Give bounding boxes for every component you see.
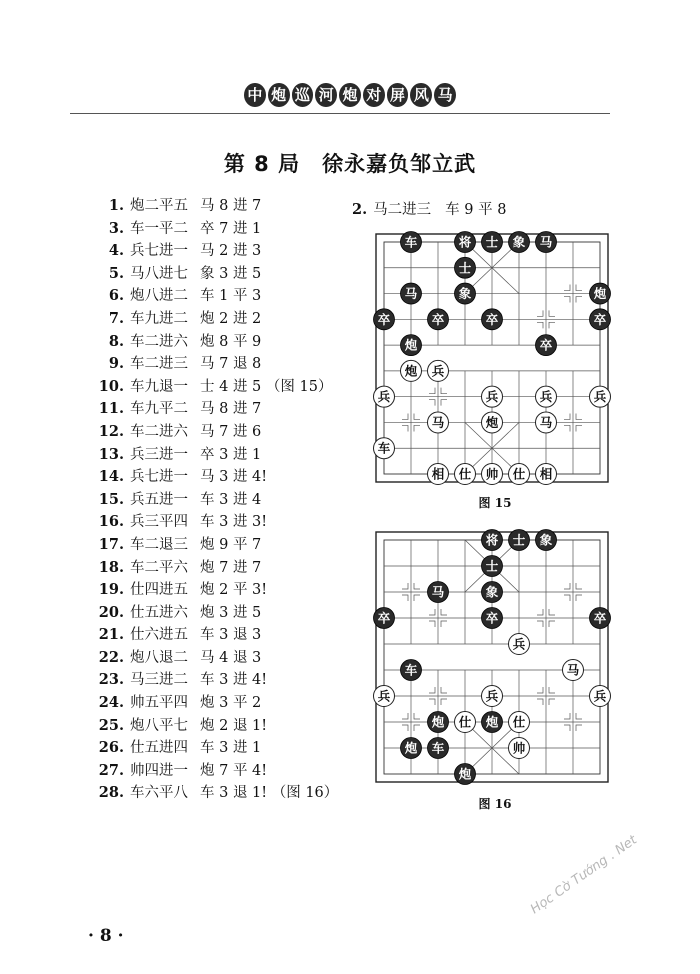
red-move: 车二退三 — [130, 536, 188, 553]
move-row — [92, 353, 338, 376]
piece-label: 卒 — [377, 610, 391, 626]
move-row — [92, 624, 338, 647]
red-move: 车九平二 — [130, 401, 188, 418]
black-move: 士 4 进 5 （图 15） — [200, 378, 333, 395]
black-move: 炮 8 平 9 — [200, 333, 262, 350]
black-move: 炮 3 进 5 — [200, 604, 262, 621]
red-move: 兵五进一 — [130, 491, 188, 508]
black-piece — [482, 608, 503, 629]
black-move: 马 8 进 7 — [200, 401, 262, 418]
diagram-board-15 — [372, 230, 622, 488]
black-move: 车 3 退 1! （图 16） — [200, 785, 339, 802]
red-move: 仕四进五 — [130, 582, 188, 599]
black-piece — [536, 232, 557, 253]
black-move: 马 4 退 3 — [200, 649, 262, 666]
move-number: 13. — [98, 445, 124, 463]
move-row — [92, 218, 338, 241]
piece-label: 象 — [539, 532, 553, 548]
black-piece — [374, 309, 395, 330]
red-piece — [509, 464, 530, 485]
black-piece — [482, 530, 503, 551]
piece-label: 兵 — [485, 389, 499, 405]
red-move: 仕五进六 — [130, 604, 188, 621]
move-row — [92, 444, 338, 467]
red-move: 马二进三 — [373, 202, 432, 218]
move-row — [92, 308, 338, 331]
black-piece — [482, 309, 503, 330]
move-row — [92, 602, 338, 625]
move-row — [92, 195, 338, 218]
move-number: 11. — [98, 400, 124, 418]
move-number: 16. — [98, 513, 124, 531]
red-move: 车一平二 — [130, 220, 188, 237]
move-number: 19. — [98, 581, 124, 599]
black-move: 卒 7 进 1 — [200, 220, 262, 237]
piece-label: 卒 — [593, 311, 607, 327]
diagram-board-16 — [372, 528, 622, 790]
move-row — [92, 579, 338, 602]
move-number: 22. — [98, 648, 124, 666]
move-row — [92, 647, 338, 670]
piece-label: 卒 — [431, 311, 445, 327]
black-piece — [590, 608, 611, 629]
watermark: Học Cờ Tướng . Net — [528, 832, 640, 918]
banner-char: 河 — [315, 83, 337, 107]
black-piece — [509, 530, 530, 551]
banner-char: 中 — [244, 83, 266, 107]
piece-label: 卒 — [377, 311, 391, 327]
black-piece — [401, 335, 422, 356]
piece-label: 相 — [431, 466, 445, 482]
black-piece — [401, 232, 422, 253]
move-row — [92, 240, 338, 263]
black-move: 炮 3 平 2 — [200, 695, 262, 712]
piece-label: 炮 — [431, 714, 445, 730]
piece-label: 仕 — [458, 466, 472, 482]
black-move: 象 3 进 5 — [200, 265, 262, 282]
black-piece — [428, 712, 449, 733]
move-number: 23. — [98, 671, 124, 689]
piece-label: 炮 — [404, 337, 418, 353]
black-move: 马 2 进 3 — [200, 243, 262, 260]
piece-label: 仕 — [512, 466, 526, 482]
move-number: 9. — [108, 355, 124, 373]
red-move: 车二进三 — [130, 356, 188, 373]
red-move: 炮二平五 — [130, 198, 188, 214]
move-row — [92, 489, 338, 512]
move-number: 10. — [98, 377, 124, 395]
move-number: 20. — [98, 603, 124, 621]
piece-label: 卒 — [593, 610, 607, 626]
piece-label: 炮 — [593, 286, 607, 302]
move-row — [92, 534, 338, 557]
piece-label: 车 — [431, 740, 445, 756]
piece-label: 车 — [377, 440, 391, 456]
piece-label: 炮 — [485, 714, 499, 730]
piece-label: 马 — [566, 662, 580, 678]
piece-label: 将 — [485, 532, 499, 548]
black-piece — [482, 582, 503, 603]
piece-label: 士 — [485, 234, 499, 250]
red-move: 车二进六 — [130, 423, 188, 440]
move-number: 5. — [108, 264, 124, 282]
banner-char: 炮 — [339, 83, 361, 107]
red-move: 车二平六 — [130, 559, 188, 576]
move-number: 12. — [98, 422, 124, 440]
red-piece — [455, 712, 476, 733]
black-move: 车 9 平 8 — [445, 202, 507, 218]
black-move: 车 1 平 3 — [200, 288, 262, 305]
piece-label: 帅 — [512, 740, 526, 756]
move-number: 14. — [98, 468, 124, 486]
move-row — [92, 557, 338, 580]
move-number: 28. — [98, 784, 124, 802]
black-piece — [428, 309, 449, 330]
banner-char: 对 — [363, 83, 385, 107]
red-move: 炮八退二 — [130, 649, 188, 666]
move-number: 25. — [98, 716, 124, 734]
move-row — [92, 331, 338, 354]
move-row — [92, 715, 338, 738]
piece-label: 马 — [539, 414, 553, 430]
red-move: 车二进六 — [130, 333, 188, 350]
red-piece — [428, 360, 449, 381]
black-move: 炮 9 平 7 — [200, 536, 262, 553]
black-piece — [455, 764, 476, 785]
red-piece — [509, 634, 530, 655]
banner-char: 炮 — [268, 83, 290, 107]
red-piece — [509, 712, 530, 733]
red-move: 仕五进四 — [130, 740, 188, 757]
black-piece — [455, 232, 476, 253]
red-move: 兵七进一 — [130, 243, 188, 260]
piece-label: 炮 — [404, 363, 418, 379]
piece-label: 卒 — [485, 311, 499, 327]
piece-label: 车 — [404, 234, 418, 250]
move-row — [92, 466, 338, 489]
piece-label: 马 — [539, 234, 553, 250]
black-piece — [428, 738, 449, 759]
piece-label: 相 — [539, 466, 553, 482]
black-piece — [455, 283, 476, 304]
piece-label: 兵 — [593, 688, 607, 704]
red-move: 炮八平七 — [130, 717, 188, 734]
piece-label: 仕 — [458, 714, 472, 730]
red-piece — [428, 412, 449, 433]
banner-char: 屏 — [387, 83, 409, 107]
black-move: 炮 2 退 1! — [200, 717, 268, 734]
black-move: 炮 2 进 2 — [200, 310, 262, 327]
piece-label: 仕 — [512, 714, 526, 730]
move-number: 15. — [98, 490, 124, 508]
black-move: 马 7 退 8 — [200, 356, 262, 373]
piece-label: 炮 — [458, 766, 472, 782]
game-title: 第 8 局 徐永嘉负邹立武 — [223, 152, 477, 176]
header-rule — [70, 113, 610, 114]
black-piece — [428, 582, 449, 603]
black-move: 炮 7 平 4! — [200, 762, 268, 779]
piece-label: 将 — [458, 234, 472, 250]
black-piece — [590, 283, 611, 304]
red-piece — [590, 386, 611, 407]
piece-label: 炮 — [404, 740, 418, 756]
piece-label: 士 — [485, 558, 499, 574]
black-piece — [401, 283, 422, 304]
move-number: 1. — [108, 197, 124, 214]
move-row — [92, 263, 338, 286]
black-piece — [536, 530, 557, 551]
move-number: 8. — [108, 332, 124, 350]
red-piece — [428, 464, 449, 485]
move-row — [92, 398, 338, 421]
red-move: 兵三进一 — [130, 446, 188, 463]
move-number: 6. — [108, 287, 124, 305]
page-number: · 8 · — [88, 926, 124, 946]
black-move: 车 3 进 1 — [200, 740, 262, 757]
red-piece — [509, 738, 530, 759]
piece-label: 兵 — [485, 688, 499, 704]
piece-label: 士 — [458, 260, 472, 276]
move-row — [92, 669, 338, 692]
red-move: 马八进七 — [130, 265, 188, 282]
black-piece — [590, 309, 611, 330]
move-number: 24. — [98, 694, 124, 712]
red-move: 车九进二 — [130, 310, 188, 327]
black-piece — [536, 335, 557, 356]
move-row — [92, 376, 338, 399]
move-number: 27. — [98, 761, 124, 779]
red-piece — [374, 438, 395, 459]
black-move: 马 7 进 6 — [200, 423, 262, 440]
red-piece — [455, 464, 476, 485]
red-piece — [536, 412, 557, 433]
piece-label: 兵 — [377, 389, 391, 405]
red-move: 车六平八 — [130, 785, 188, 802]
piece-label: 兵 — [377, 688, 391, 704]
move-number: 7. — [108, 309, 124, 327]
move-number: 4. — [108, 242, 124, 260]
move-number: 18. — [98, 558, 124, 576]
red-piece — [482, 464, 503, 485]
move-row — [92, 692, 338, 715]
black-move: 马 3 进 4! — [200, 469, 268, 486]
black-move: 炮 2 平 3! — [200, 582, 268, 599]
diagram-caption-16: 图 16 — [478, 797, 512, 811]
red-piece — [536, 464, 557, 485]
piece-label: 马 — [431, 584, 445, 600]
red-piece — [536, 386, 557, 407]
banner-char: 马 — [434, 83, 456, 107]
piece-label: 兵 — [431, 363, 445, 379]
move-row — [92, 782, 338, 805]
black-piece — [482, 232, 503, 253]
red-piece — [482, 412, 503, 433]
red-piece — [563, 660, 584, 681]
move-number: 2. — [352, 201, 368, 218]
black-piece — [482, 712, 503, 733]
piece-label: 马 — [431, 414, 445, 430]
black-piece — [482, 556, 503, 577]
black-move: 马 8 进 7 — [200, 198, 262, 214]
red-piece — [590, 686, 611, 707]
move-number: 26. — [98, 739, 124, 757]
diagram-caption-15: 图 15 — [478, 496, 512, 510]
black-move: 车 3 进 3! — [200, 514, 268, 531]
move-number: 3. — [108, 219, 124, 237]
move-row-2 — [352, 198, 506, 219]
piece-label: 兵 — [539, 389, 553, 405]
black-move: 车 3 进 4! — [200, 672, 268, 689]
board-grid — [376, 234, 608, 482]
move-row — [92, 285, 338, 308]
piece-label: 马 — [404, 286, 418, 302]
piece-label: 炮 — [485, 414, 499, 430]
black-piece — [401, 738, 422, 759]
red-move: 兵七进一 — [130, 469, 188, 486]
black-piece — [401, 660, 422, 681]
black-piece — [374, 608, 395, 629]
piece-label: 兵 — [512, 636, 526, 652]
move-row — [92, 511, 338, 534]
piece-label: 帅 — [485, 466, 499, 482]
move-row — [92, 421, 338, 444]
black-piece — [455, 257, 476, 278]
black-move: 车 3 退 3 — [200, 627, 262, 644]
move-row — [92, 737, 338, 760]
black-move: 车 3 进 4 — [200, 491, 262, 508]
piece-label: 卒 — [539, 337, 553, 353]
red-piece — [374, 386, 395, 407]
move-number: 21. — [98, 626, 124, 644]
piece-label: 士 — [512, 532, 526, 548]
move-row — [92, 760, 338, 783]
red-piece — [374, 686, 395, 707]
chapter-banner — [244, 80, 456, 110]
moves-list-left — [92, 195, 338, 805]
piece-label: 卒 — [485, 610, 499, 626]
red-move: 马三进二 — [130, 672, 188, 689]
banner-char: 巡 — [292, 83, 314, 107]
red-move: 兵三平四 — [130, 514, 188, 531]
red-piece — [482, 386, 503, 407]
banner-char: 风 — [410, 83, 432, 107]
red-move: 车九退一 — [130, 378, 188, 395]
black-piece — [509, 232, 530, 253]
red-move: 炮八进二 — [130, 288, 188, 305]
red-move: 帅五平四 — [130, 695, 188, 712]
red-piece — [482, 686, 503, 707]
red-move: 仕六进五 — [130, 627, 188, 644]
black-move: 炮 7 进 7 — [200, 559, 262, 576]
move-number: 17. — [98, 535, 124, 553]
red-move: 帅四进一 — [130, 762, 188, 779]
piece-label: 象 — [458, 286, 472, 302]
piece-label: 车 — [404, 662, 418, 678]
piece-label: 象 — [485, 584, 499, 600]
red-piece — [401, 360, 422, 381]
black-move: 卒 3 进 1 — [200, 446, 262, 463]
piece-label: 兵 — [593, 389, 607, 405]
piece-label: 象 — [512, 234, 526, 250]
